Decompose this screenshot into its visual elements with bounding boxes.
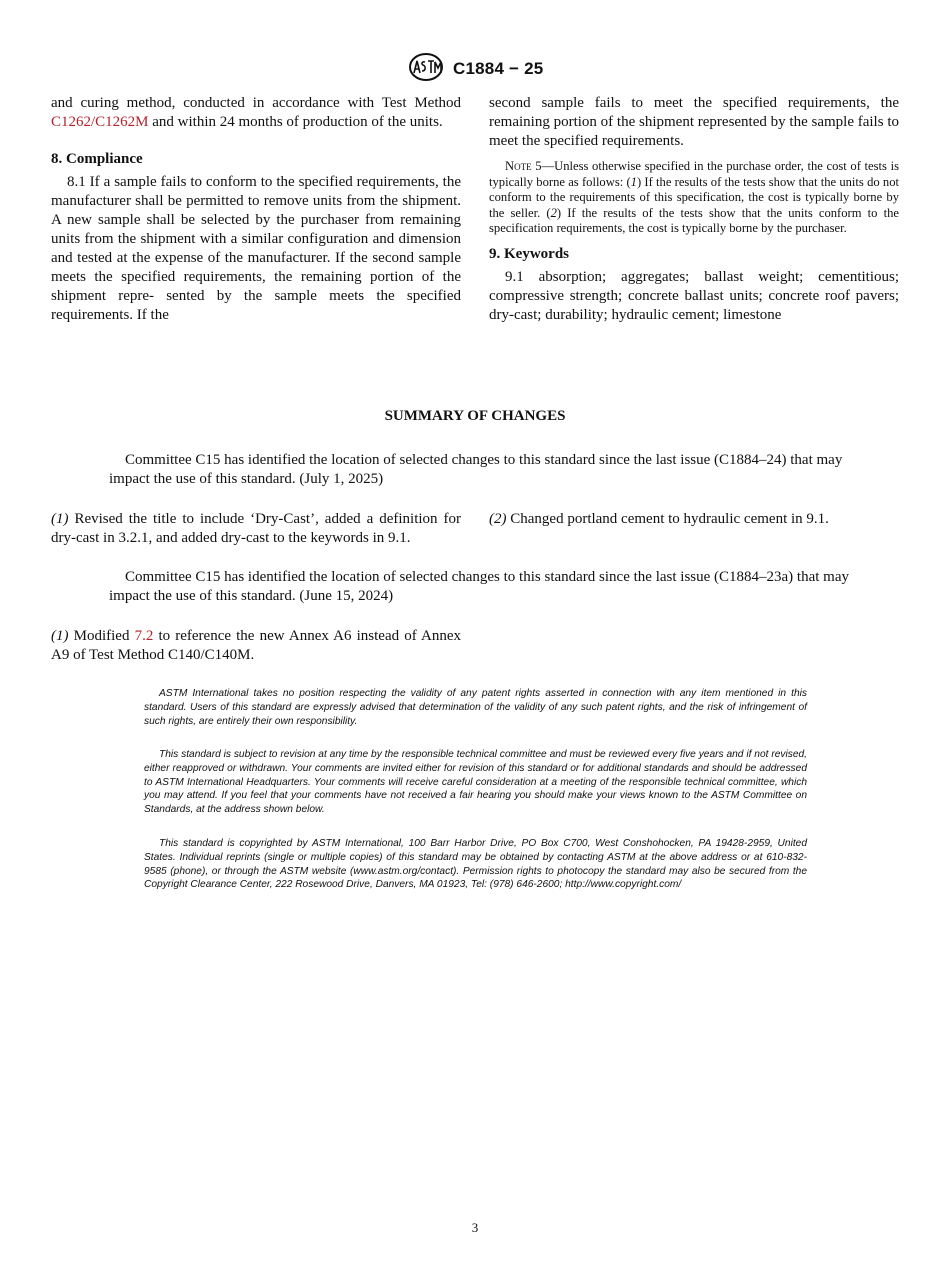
right-column [489,94,899,325]
paragraph-text: and curing method, conducted in accordance with Test Method [51,95,461,111]
section-9-heading: 9. Keywords [489,245,569,262]
change-text: Changed portland cement to hydraulic cement in 9.1. [506,511,829,527]
change-text: Revised the title to include ‘Dry-Cast’, added a definition for dry-cast in 3.2.1, and added dry-cast to the keywords in 9.1. [51,511,461,546]
note-label: Note 5 [505,159,542,173]
note-text: —Unless otherwise specified in the purchase order, the cost of tests is typically borne as follows: ( [489,159,899,189]
note-text: ) If the results of the tests show that the units do not conform to the requirements of this specification, the cost is typically borne by the seller. ( [489,174,899,220]
note-text: ) If the results of the tests show that the units conform to the specification requirements, the cost is typically borne by the purchaser. [489,205,899,235]
change-text: to reference the new Annex A6 instead of Annex A9 of Test Method C140/C140M. [51,628,461,663]
page-number: 3 [471,1220,479,1235]
left-column [51,94,461,325]
continued-paragraph: second sample fails to meet the specified requirements, the remaining portion of the shipment represented by the sample fails to meet the specified requirements. [489,95,899,149]
change-number: (2) [489,511,507,527]
summary-heading: SUMMARY OF CHANGES [384,408,566,424]
copyright-notice: This standard is copyrighted by ASTM International, 100 Barr Harbor Drive, PO Box C700, West Conshohocken, PA 19428-2959, United States. Individual reprints (single or multiple copies) of this standard may be obtained by contacting ASTM at the above address or at 610-832-9585 (phone), or through the ASTM website (www.astm.org/contact). Permission rights to photocopy the standard may also be secured from the Copyright Clearance Center, 222 Rosewood Drive, Danvers, MA 01923, Tel: (978) 646-2600; http://www.copyright.com/ [144,838,807,891]
note-enum: 2 [550,205,557,220]
paragraph-9-1: 9.1 absorption; aggregates; ballast weight; cementitious; compressive strength; concrete ballast units; concrete roof pavers; dry-cast; durability; hydraulic cement; limestone [489,268,899,323]
summary-intro-2025: Committee C15 has identified the location of selected changes to this standard since the last issue (C1884–24) that may impact the use of this standard. (July 1, 2025) [109,452,843,487]
note-5 [489,159,899,237]
paragraph-8-1: 8.1 If a sample fails to conform to the specified requirements, the manufacturer shall be permitted to remove units from the shipment. A new sample shall be selected by the purchaser from remaining units from the shipment with a similar configuration and dimension and tested at the expense of the manufacturer. If the second sample meets the specified requirements, the remaining portion of the shipment repre- sented by the sample meets the specified requirements. If the [51,174,461,323]
paragraph-text: and within 24 months of production of the units. [148,114,443,130]
patent-notice: ASTM International takes no position respecting the validity of any patent rights asserted in connection with any item mentioned in this standard. Users of this standard are expressly advised that determination of the validity of any such patent rights, and the risk of infringement of such rights, are entirely their own responsibility. [144,688,807,727]
reference-link-7-2[interactable]: 7.2 [134,628,154,644]
astm-logo-icon [408,52,444,82]
page-header [0,52,950,84]
change-item-2025-1 [51,510,461,548]
note-enum: 1 [630,174,637,189]
change-item-2024-1 [51,627,461,665]
change-item-2025-2 [489,510,899,529]
standard-designation: C1884 − 25 [453,59,544,78]
change-number: (1) [51,628,69,644]
summary-intro-2024: Committee C15 has identified the location of selected changes to this standard since the last issue (C1884–23a) that may impact the use of this standard. (June 15, 2024) [109,569,849,604]
revision-notice: This standard is subject to revision at any time by the responsible technical committee and must be reviewed every five years and if not revised, either reapproved or withdrawn. Your comments are invited either for revision of this standard or for additional standards and should be addressed to ASTM International Headquarters. Your comments will receive careful consideration at a meeting of the responsible technical committee, which you may attend. If you feel that your comments have not received a fair hearing you should make your views known to the ASTM Committee on Standards, at the address shown below. [144,749,807,816]
reference-link-c1262[interactable]: C1262/C1262M [51,114,149,130]
change-text: Modified [68,628,135,644]
change-number: (1) [51,511,69,527]
continued-paragraph [51,94,461,132]
section-8-heading: 8. Compliance [51,151,143,167]
